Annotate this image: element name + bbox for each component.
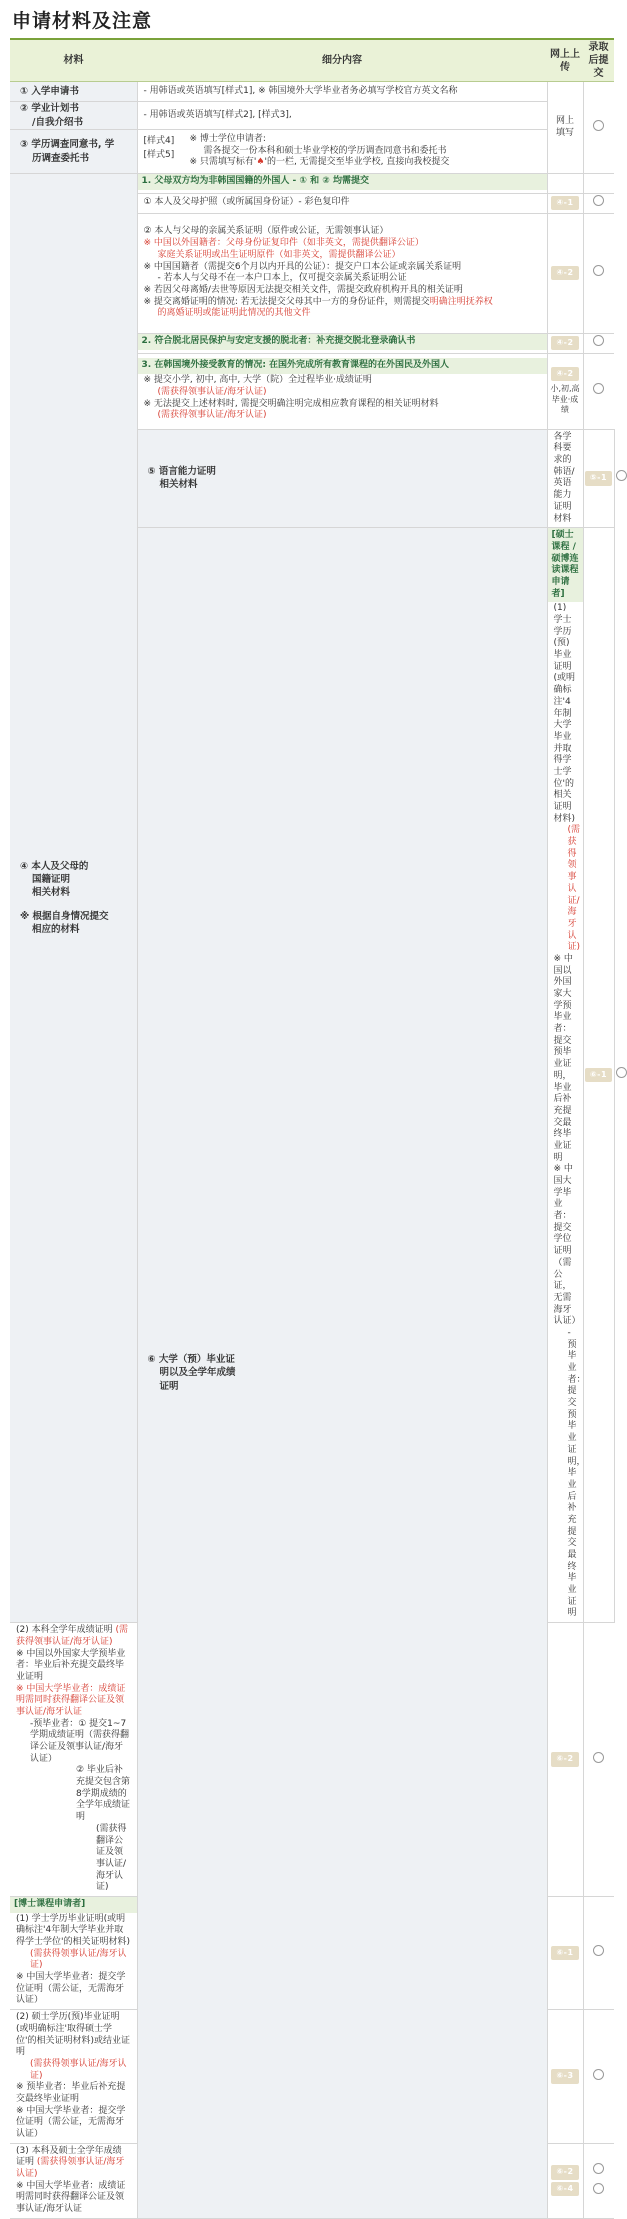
form-tag: ⑥-1 — [585, 1068, 612, 1082]
material-cell: ② 学业计划书 /自我介绍书 — [10, 102, 137, 130]
form-tag: ④-2 — [551, 336, 578, 350]
content-cell: (3) 本科及硕士全学年成绩证明 (需获得领事认证/海牙认证) ※ 中国大学毕业者：成绩证明需同时获得翻译公证及领事认证/海牙认证 — [10, 2143, 137, 2218]
content-cell: [样式4] [样式5] ※ 博士学位申请者: 需各提交一份本科和硕士毕业学校的学历调查同意书和委托书 ※ 只需填写标有'♠'的一栏, 无需提交至毕业学校, 直接向我校提交 — [137, 130, 547, 174]
material-cell: ⑤ 语言能力证明 相关材料 — [137, 429, 547, 528]
upload-cell — [547, 2143, 583, 2218]
upload-cell — [547, 333, 583, 353]
submit-cell — [583, 82, 614, 174]
form-tag: ⑤-1 — [585, 471, 612, 485]
circle-icon — [593, 265, 604, 276]
submit-cell — [583, 2143, 614, 2218]
content-cell: (2) 本科全学年成绩证明 (需获得领事认证/海牙认证) ※ 中国以外国家大学预毕业者：毕业后补充提交最终毕业证明 ※ 中国大学毕业者：成绩证明需同时获得翻译公证及领事认证/海牙认证 -预毕业者：① 提交1~7学期成绩证明（需获得翻译公证及领事认证/海牙认证） ② 毕业后补充提交包含第8学期成绩的全学年成绩证明 (需获得翻译公证及领事认证/海牙认证) — [10, 1623, 137, 1897]
circle-icon — [593, 2163, 604, 2174]
upload-cell — [547, 2010, 583, 2144]
content-cell: - 用韩语或英语填写[样式1], ※ 韩国境外大学毕业者务必填写学校官方英文名称 — [137, 82, 547, 102]
upload-cell: ④-2 小,初,高 毕业·成绩 — [547, 353, 583, 429]
material-cell: ④ 本人及父母的 国籍证明 相关材料 ※ 根据自身情况提交 相应的材料 — [10, 174, 137, 1623]
content-cell: 各学科要求的韩语/英语能力证明材料 — [547, 429, 583, 528]
submit-cell — [583, 213, 614, 333]
circle-icon — [593, 120, 604, 131]
upload-cell — [583, 429, 614, 528]
form-tag: ⑥-2 — [551, 2165, 578, 2179]
form-tag: ⑥-4 — [551, 2182, 578, 2196]
upload-cell — [547, 1623, 583, 1897]
table-row — [10, 174, 614, 194]
upload-cell — [547, 82, 583, 174]
header-content: 细分内容 — [137, 39, 547, 82]
circle-icon — [593, 383, 604, 394]
form-tag: ④-2 — [551, 266, 578, 280]
upload-note: 网上填写 — [555, 115, 574, 138]
upload-cell — [547, 174, 583, 194]
circle-icon — [593, 2183, 604, 2194]
submit-cell — [583, 1896, 614, 2009]
content-cell: [硕士课程 / 硕博连读课程申请者] (1) 学士学历(预)毕业证明(或明确标注'4年制大学毕业并取得学士学位'的相关证明材料) (需获得领事认证/海牙认证) ※ 中国以外国家大学预毕业者：提交预毕业证明，毕业后补充提交最终毕业证明 ※ 中国大学毕业者：提交学位证明（需公证，无需海牙认证） - 预毕业者：提交预毕业证明，毕业后补充提交最终毕业证明 — [547, 528, 583, 1623]
circle-icon — [593, 2069, 604, 2080]
upload-cell — [547, 213, 583, 333]
page-title: 申请材料及注意 — [12, 10, 153, 32]
material-cell: ③ 学历调查同意书, 学 历调查委托书 — [10, 130, 137, 174]
content-cell: ① 本人及父母护照（或所属国身份证）- 彩色复印件 — [137, 193, 547, 213]
submit-cell — [583, 2010, 614, 2144]
content-cell: 2. 符合脱北居民保护与安定支援的脱北者：补充提交脱北登录确认书 — [137, 333, 547, 353]
circle-icon — [616, 1067, 627, 1078]
form-tag: ⑥-3 — [551, 2069, 578, 2083]
circle-icon — [616, 470, 627, 481]
submit-cell — [583, 193, 614, 213]
upload-cell — [547, 193, 583, 213]
circle-icon — [593, 195, 604, 206]
form-tag: ⑥-2 — [551, 1752, 578, 1766]
content-cell: 3. 在韩国境外接受教育的情况: 在国外完成所有教育课程的在外国民及外国人 ※ 提交小学, 初中, 高中, 大学（院）全过程毕业·成绩证明 (需获得领事认证/海牙认证) ※ 无法提交上述材料时, 需提交明确注明完成相应教育课程的相关证明材料 (需获得领事认证/海牙认证) — [137, 353, 547, 429]
upload-cell — [547, 1896, 583, 2009]
submit-cell — [583, 174, 614, 194]
material-cell: ⑥ 大学（预）毕业证 明以及全学年成绩 证明 — [137, 528, 547, 2219]
submit-cell — [583, 1623, 614, 1897]
table-row — [10, 82, 614, 102]
materials-table — [10, 38, 614, 2219]
circle-icon — [593, 335, 604, 346]
table-row — [10, 102, 614, 130]
table-row — [10, 130, 614, 174]
upload-cell — [583, 528, 614, 1623]
content-cell: [博士课程申请者] (1) 学士学历毕业证明(或明确标注'4年制大学毕业并取得学士学位'的相关证明材料) (需获得领事认证/海牙认证) ※ 中国大学毕业者：提交学位证明（需公证，无需海牙认证） — [10, 1896, 137, 2009]
submit-cell — [583, 333, 614, 353]
form-tag: ⑥-1 — [551, 1946, 578, 1960]
content-cell: 1. 父母双方均为非韩国国籍的外国人 - ① 和 ② 均需提交 — [137, 174, 547, 194]
content-cell: - 用韩语或英语填写[样式2], [样式3], — [137, 102, 547, 130]
spade-icon: ♠ — [256, 157, 265, 168]
header-material: 材料 — [10, 39, 137, 82]
form-tag: ④-2 — [551, 367, 578, 381]
submit-cell — [583, 353, 614, 429]
circle-icon — [593, 1752, 604, 1763]
header-submit: 录取后提交 — [583, 39, 614, 82]
content-cell: (2) 硕士学历(预)毕业证明(或明确标注'取得硕士学位'的相关证明材料)或结业证明 (需获得领事认证/海牙认证) ※ 预毕业者：毕业后补充提交最终毕业证明 ※ 中国大学毕业者：提交学位证明（需公证，无需海牙认证） — [10, 2010, 137, 2144]
table-header — [10, 39, 614, 82]
form-tag: ④-1 — [551, 196, 578, 210]
header-upload: 网上上传 — [547, 39, 583, 82]
circle-icon — [593, 1945, 604, 1956]
material-cell: ① 入学申请书 — [10, 82, 137, 102]
content-cell: ② 本人与父母的亲属关系证明（原件或公证，无需领事认证） ※ 中国以外国籍者：父母身份证复印件（如非英文，需提供翻译公证） 家庭关系证明或出生证明原件（如非英文，需提供翻译公证） ※ 中国国籍者（需提交6个月以内开具的公证）：提交户口本公证或亲属关系证明 - 若本人与父母不在一本户口本上，仅可提交亲属关系证明公证 ※ 若因父母离婚/去世等原因无法提交相关文件，需提交政府机构开具的相关证明 ※ 提交离婚证明的情况: 若无法提交父母其中一方的身份证件，则需提交明确注明抚养权 的离婚证明或能证明此情况的其他文件 — [137, 213, 547, 333]
